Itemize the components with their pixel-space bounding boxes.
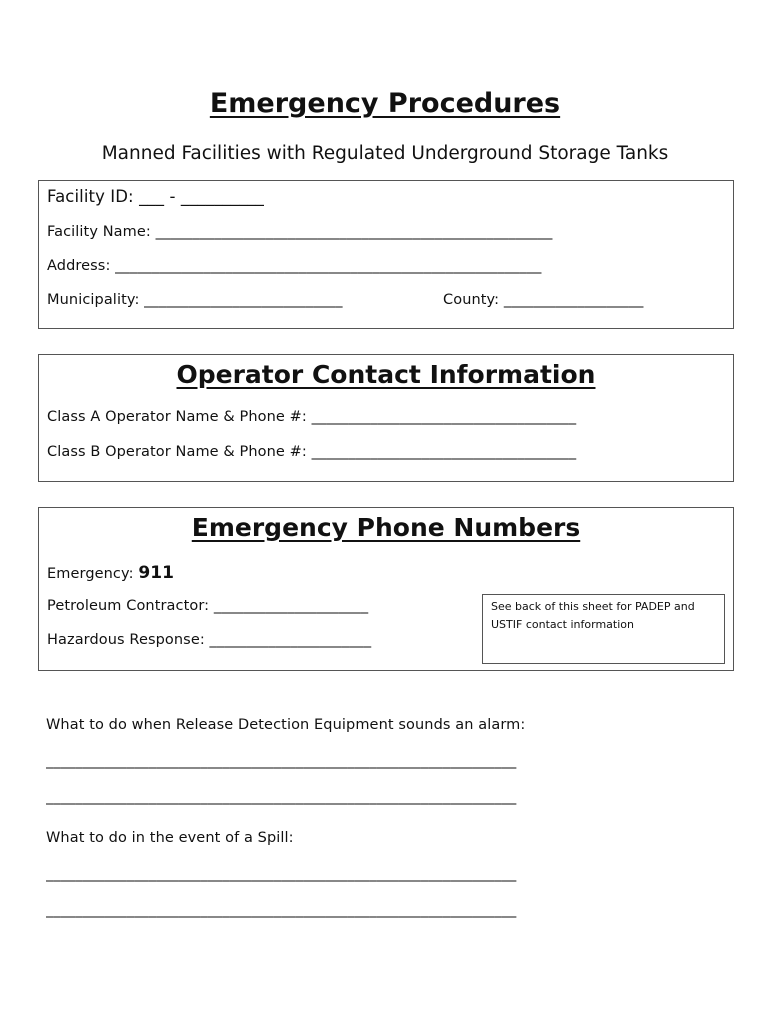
page-title: Emergency Procedures: [209, 88, 561, 119]
page-subtitle: Manned Facilities with Regulated Underground Storage Tanks: [101, 143, 669, 164]
operator-section-title: Operator Contact Information: [176, 360, 596, 389]
contact-note-text: See back of this sheet for PADEP and USTIF contact information: [491, 600, 695, 631]
emergency-phone-box: [38, 507, 734, 671]
alarm-answer-line-1[interactable]: ________________________________________________________________: [46, 753, 517, 769]
municipality-field[interactable]: Municipality: ___________________________: [47, 292, 343, 308]
facility-name-field[interactable]: Facility Name: ______________________________________________________: [47, 224, 553, 240]
spill-question: What to do in the event of a Spill:: [46, 830, 294, 846]
emergency-section-title: Emergency Phone Numbers: [191, 513, 581, 542]
facility-info-box: [38, 180, 734, 329]
class-b-operator-field[interactable]: Class B Operator Name & Phone #: ____________________________________: [47, 444, 577, 460]
hazardous-response-field[interactable]: Hazardous Response: ______________________: [47, 632, 372, 648]
class-a-operator-field[interactable]: Class A Operator Name & Phone #: ____________________________________: [47, 409, 577, 425]
spill-answer-line-1[interactable]: ________________________________________________________________: [46, 866, 517, 882]
spill-answer-line-2[interactable]: ________________________________________________________________: [46, 902, 517, 918]
county-field[interactable]: County: ___________________: [443, 292, 644, 308]
emergency-number: 911: [138, 563, 175, 583]
facility-id-field[interactable]: Facility ID: ___ - __________: [47, 187, 265, 206]
emergency-number-line: [47, 563, 174, 583]
petroleum-contractor-field[interactable]: Petroleum Contractor: _____________________: [47, 598, 369, 614]
alarm-question: What to do when Release Detection Equipment sounds an alarm:: [46, 717, 526, 733]
address-field[interactable]: Address: __________________________________________________________: [47, 258, 542, 274]
alarm-answer-line-2[interactable]: ________________________________________________________________: [46, 789, 517, 805]
emergency-label: Emergency:: [47, 566, 139, 582]
operator-contact-box: [38, 354, 734, 482]
contact-note-box: [482, 594, 725, 664]
